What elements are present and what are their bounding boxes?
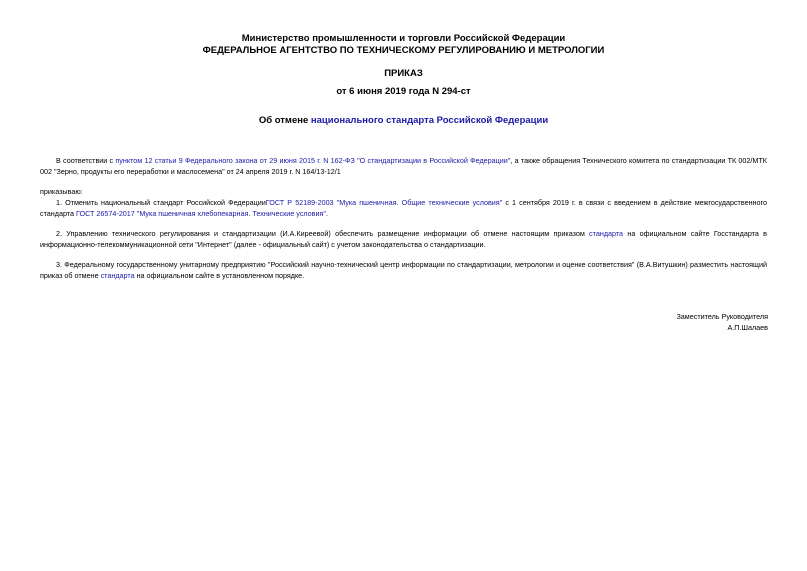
- item1-text-3: .: [325, 209, 328, 218]
- title-prefix: Об отмене: [258, 115, 311, 126]
- agency-name: ФЕДЕРАЛЬНОЕ АГЕНТСТВО ПО ТЕХНИЧЕСКОМУ РЕГУЛИРОВАНИЮ И МЕТРОЛОГИИ: [202, 45, 605, 56]
- order-word: приказываю:: [40, 187, 83, 196]
- order-item-2: [40, 228, 767, 250]
- document-date-number: от 6 июня 2019 года N 294-ст: [336, 86, 471, 97]
- item3-text-2: на официальном сайте в установленном порядке.: [134, 271, 305, 280]
- item2-text-2: на официальном сайте Госстандарта в информационно-телекоммуникационной сети "Интернет" (далее - официальный сайт) с учетом законодательства о стандартизации.: [40, 229, 767, 249]
- document-type: ПРИКАЗ: [384, 68, 423, 79]
- federal-law-link[interactable]: пунктом 12 статьи 9 Федерального закона от 29 июня 2015 г. N 162-ФЗ "О стандартизации в Российской Федерации": [115, 156, 511, 165]
- order-item-3: [40, 259, 767, 281]
- title-standard-link[interactable]: национального стандарта Российской Федерации: [310, 115, 549, 126]
- item3-text-1: 3. Федеральному государственному унитарному предприятию "Российский научно-технический центр информации по стандартизации, метрологии и оценке соответствия" (В.А.Витушкин) разместить настоящий приказ об отмене: [40, 260, 767, 280]
- ministry-name: Министерство промышленности и торговли Российской Федерации: [241, 33, 566, 44]
- signature-name: А.П.Шалаев: [727, 323, 768, 332]
- order-item-1: [40, 197, 767, 219]
- standard-link-item2[interactable]: стандарта: [589, 229, 624, 238]
- gost-r-52189-link[interactable]: ГОСТ Р 52189-2003 "Мука пшеничная. Общие технические условия": [265, 198, 503, 207]
- item1-text-2: с 1 сентября 2019 г. в связи с введением в действие межгосударственного стандарта: [40, 198, 767, 218]
- preamble-paragraph: [40, 155, 767, 177]
- preamble-text-2: , а также обращения Технического комитета по стандартизации ТК 002/МТК 002 "Зерно, продукты его переработки и маслосемена" от 24 апреля 2019 г. N 164/13-12/1: [40, 156, 767, 176]
- standard-link-item3[interactable]: стандарта: [100, 271, 135, 280]
- document-title: [0, 115, 807, 127]
- gost-26574-link[interactable]: ГОСТ 26574-2017 "Мука пшеничная хлебопекарная. Технические условия": [76, 209, 326, 218]
- item2-text-1: 2. Управлению технического регулирования и стандартизации (И.А.Киреевой) обеспечить размещение информации об отмене настоящим приказом: [56, 229, 590, 238]
- item1-text-1: 1. Отменить национальный стандарт Российской Федерации: [56, 198, 266, 207]
- preamble-text-1: В соответствии с: [56, 156, 116, 165]
- signature-position: Заместитель Руководителя: [676, 312, 768, 321]
